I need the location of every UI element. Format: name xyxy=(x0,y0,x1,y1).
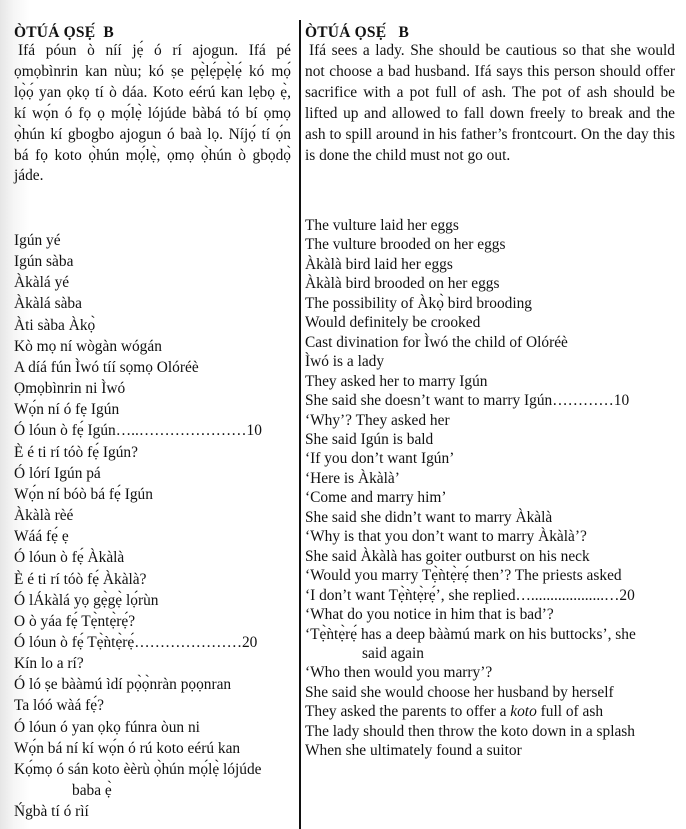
verse-line xyxy=(14,336,291,357)
verse-line xyxy=(305,683,675,702)
verse-line-text: Ó lóun ó yan ọkọ fúnra òun ni xyxy=(14,718,200,736)
verse-line xyxy=(305,488,675,507)
verse-line xyxy=(14,674,291,695)
verse-line xyxy=(305,235,675,254)
verse-line xyxy=(14,653,291,674)
verse-line-text: Kín lo a rí? xyxy=(14,655,84,673)
verse-line xyxy=(14,272,291,293)
verse-line-text: Would definitely be crooked xyxy=(305,314,481,332)
verse-line xyxy=(305,352,675,371)
verse-line-text: She said she doesn’t want to marry Igún…………10 xyxy=(305,392,630,410)
english-heading: ÒTÚÁ ỌSẸ́ B xyxy=(305,24,410,41)
verse-line xyxy=(305,313,675,332)
verse-line xyxy=(305,605,675,624)
verse-line xyxy=(14,442,291,463)
verse-line xyxy=(14,717,291,738)
verse-line xyxy=(305,255,675,274)
verse-line xyxy=(305,508,675,527)
english-verse xyxy=(305,216,675,761)
verse-line xyxy=(305,430,675,449)
verse-line-text: They asked her to marry Igún xyxy=(305,372,488,390)
verse-line-text: Àkàlà rèé xyxy=(14,507,74,525)
verse-line xyxy=(305,449,675,468)
verse-line xyxy=(305,663,675,682)
verse-line xyxy=(14,695,291,716)
verse-line xyxy=(14,230,291,251)
verse-line-text: The possibility of Àkọ̀ bird brooding xyxy=(305,294,532,312)
verse-italic-term: koto xyxy=(510,703,537,721)
verse-line xyxy=(14,801,291,822)
verse-line-text: Ó ló ṣe bààmú ìdí pọ̀ọ̀nràn pọọnran xyxy=(14,676,232,694)
verse-line xyxy=(14,463,291,484)
verse-line-text: The vulture laid her eggs xyxy=(305,217,459,234)
verse-line-text: Ọmọbìnrin ni Ìwó xyxy=(14,380,126,398)
verse-line xyxy=(305,741,675,760)
verse-line-text: The lady should then throw the koto down in a splash xyxy=(305,722,635,740)
verse-line xyxy=(305,469,675,488)
verse-line xyxy=(14,293,291,314)
verse-line-text: Ta lóó wàá fẹ́? xyxy=(14,697,104,715)
verse-line-text: A díá fún Ìwó tíí sọmọ Olóréè xyxy=(14,358,199,376)
verse-line xyxy=(14,632,291,653)
verse-line xyxy=(14,357,291,378)
verse-line xyxy=(14,611,291,632)
verse-line-text: ‘What do you notice in him that is bad’? xyxy=(305,606,554,624)
verse-line-text: Àkàlà bird laid her eggs xyxy=(305,255,453,273)
verse-line xyxy=(305,294,675,313)
verse-line-text: The vulture brooded on her eggs xyxy=(305,236,506,254)
yoruba-summary: Ifá póun ò níí jẹ́ ó rí ajogun. Ifá pé ọmọbìnrin kan nùu; kó ṣe pẹ̀lẹ́pẹ̀lẹ́ kó mọ́ lọ̀ọ́ yan ọkọ tí ò dáa. Koto eérú kan lẹbọ ẹ̀, kí wọ́n ó fọ ọ mọ́lẹ̀ lójúde bàbá tó bí ọmọ ọ̀hún kí gbogbo ajogun ó baà lọ. Níjọ́ tí ọ́n bá fọ koto ọ̀hún mọ́lẹ̀, ọmọ ọ̀hún ò gbọdọ̀ jáde. xyxy=(14,42,291,185)
verse-line-text: Wọ́n ní ó fẹ Igún xyxy=(14,401,120,419)
verse-line-text: Àti sàba Àkọ̀ xyxy=(14,316,96,334)
verse-line-text: Àkàlá sàba xyxy=(14,295,82,313)
verse-line-text: ‘Why’? They asked her xyxy=(305,411,450,429)
verse-line-text: Wọ́n ní bóò bá fẹ́ Igún xyxy=(14,485,153,503)
verse-line xyxy=(14,484,291,505)
verse-line-text: Wọ́n bá ní kí wọ́n ó rú koto eérú kan xyxy=(14,739,241,757)
verse-line xyxy=(305,216,675,235)
verse-line-text: Ó lóun ò fẹ́ Tẹ̀ǹtẹ̀rẹ́…………………20 xyxy=(14,633,258,651)
verse-line xyxy=(305,566,675,585)
column-divider xyxy=(299,20,301,829)
verse-line-text: ‘Tẹ̀ǹtẹ̀rẹ́ has a deep bààmú mark on his buttocks’, she xyxy=(305,625,636,643)
verse-line xyxy=(14,547,291,568)
verse-line xyxy=(14,505,291,526)
verse-line-text: ‘Here is Àkàlà’ xyxy=(305,469,400,487)
verse-line-text: When she ultimately found a suitor xyxy=(305,742,522,760)
verse-line-text: O ò yáa fẹ́ Tẹ̀ntẹ̀rẹ́? xyxy=(14,612,136,630)
english-summary: Ifá sees a lady. She should be cautious so that she would not choose a bad husband. Ifá says this person should offer sacrifice with a pot full of ash. The pot of ash should be lifted up and allowed to fall down freely to break and the ash to spill around in his father’s frontcourt. On the day this is done the child must not go out. xyxy=(305,42,675,164)
verse-line xyxy=(305,372,675,391)
verse-line-text: Igún sàba xyxy=(14,253,74,271)
verse-line xyxy=(305,411,675,430)
verse-line-text: Àkàlá yé xyxy=(14,274,70,292)
verse-line xyxy=(305,625,675,664)
verse-line xyxy=(305,333,675,352)
verse-line xyxy=(14,569,291,590)
verse-line xyxy=(305,586,675,605)
verse-line-text: È é ti rí tóò fẹ́ Igún? xyxy=(14,443,138,461)
verse-line xyxy=(14,399,291,420)
verse-line xyxy=(14,526,291,547)
verse-line xyxy=(14,738,291,759)
yoruba-verse xyxy=(14,230,291,822)
verse-line-continuation: baba ẹ̀ xyxy=(72,782,112,800)
verse-line xyxy=(305,274,675,293)
verse-line-text: She said she didn’t want to marry Àkàlà xyxy=(305,508,553,526)
verse-line-text: ‘If you don’t want Igún’ xyxy=(305,450,455,468)
verse-line-text: Ìwó is a lady xyxy=(305,353,385,371)
verse-line-text: ‘Would you marry Tẹ̀ǹtẹ̀rẹ́ then’? The priests asked xyxy=(305,567,622,585)
verse-line xyxy=(14,759,291,801)
verse-line-text: ‘I don’t want Tẹ̀ǹtẹ̀rẹ́’, she replied…...................…20 xyxy=(305,586,635,604)
verse-line-text: Ó lóun ò fẹ́ Igún…..…………………10 xyxy=(14,422,262,440)
verse-line-text: Ńgbà tí ó rìí xyxy=(14,803,89,821)
verse-line-text: Ó lÁkàlá yọ gẹ̀gẹ̀ lọ́rùn xyxy=(14,591,159,609)
verse-line xyxy=(14,251,291,272)
verse-line-text: ‘Why is that you don’t want to marry Àkàlà’? xyxy=(305,528,587,546)
verse-line-continuation: said again xyxy=(362,644,424,662)
verse-line xyxy=(14,378,291,399)
verse-line xyxy=(305,391,675,410)
verse-line-text: ‘Come and marry him’ xyxy=(305,489,447,507)
verse-line-text: ‘Who then would you marry’? xyxy=(305,664,493,682)
verse-line-text: She said Igún is bald xyxy=(305,430,434,448)
yoruba-heading: ÒTÚÁ ỌSẸ́ B xyxy=(14,24,114,41)
verse-line-text-after: full of ash xyxy=(536,703,604,721)
verse-line-text: She said Àkàlà has goiter outburst on his neck xyxy=(305,547,590,565)
verse-line-text: Ó lóun ò fẹ́ Àkàlà xyxy=(14,549,125,567)
verse-line xyxy=(14,315,291,336)
verse-line-text: Wáá fẹ́ ẹ xyxy=(14,528,69,546)
verse-line xyxy=(305,547,675,566)
verse-line-text: Igún yé xyxy=(14,232,61,249)
verse-line xyxy=(305,702,675,721)
verse-line-text: Kọ́mọ ó sán koto èèrù ọ̀hún mọ́lẹ̀ lójúde xyxy=(14,760,262,778)
verse-line xyxy=(305,722,675,741)
verse-line-text: They asked the parents to offer a xyxy=(305,703,511,721)
verse-line-text: Cast divination for Ìwó the child of Olóréè xyxy=(305,333,568,351)
verse-line-text: She said she would choose her husband by herself xyxy=(305,683,614,701)
verse-line-text: Ó lórí Igún pá xyxy=(14,464,101,482)
verse-line xyxy=(14,590,291,611)
verse-line xyxy=(14,420,291,441)
verse-line xyxy=(305,527,675,546)
verse-line-text: Kò mọ ní wògàn wógán xyxy=(14,337,162,355)
verse-line-text: È é ti rí tóò fẹ́ Àkàlà? xyxy=(14,570,147,588)
verse-line-text: Àkàlà bird brooded on her eggs xyxy=(305,275,500,293)
